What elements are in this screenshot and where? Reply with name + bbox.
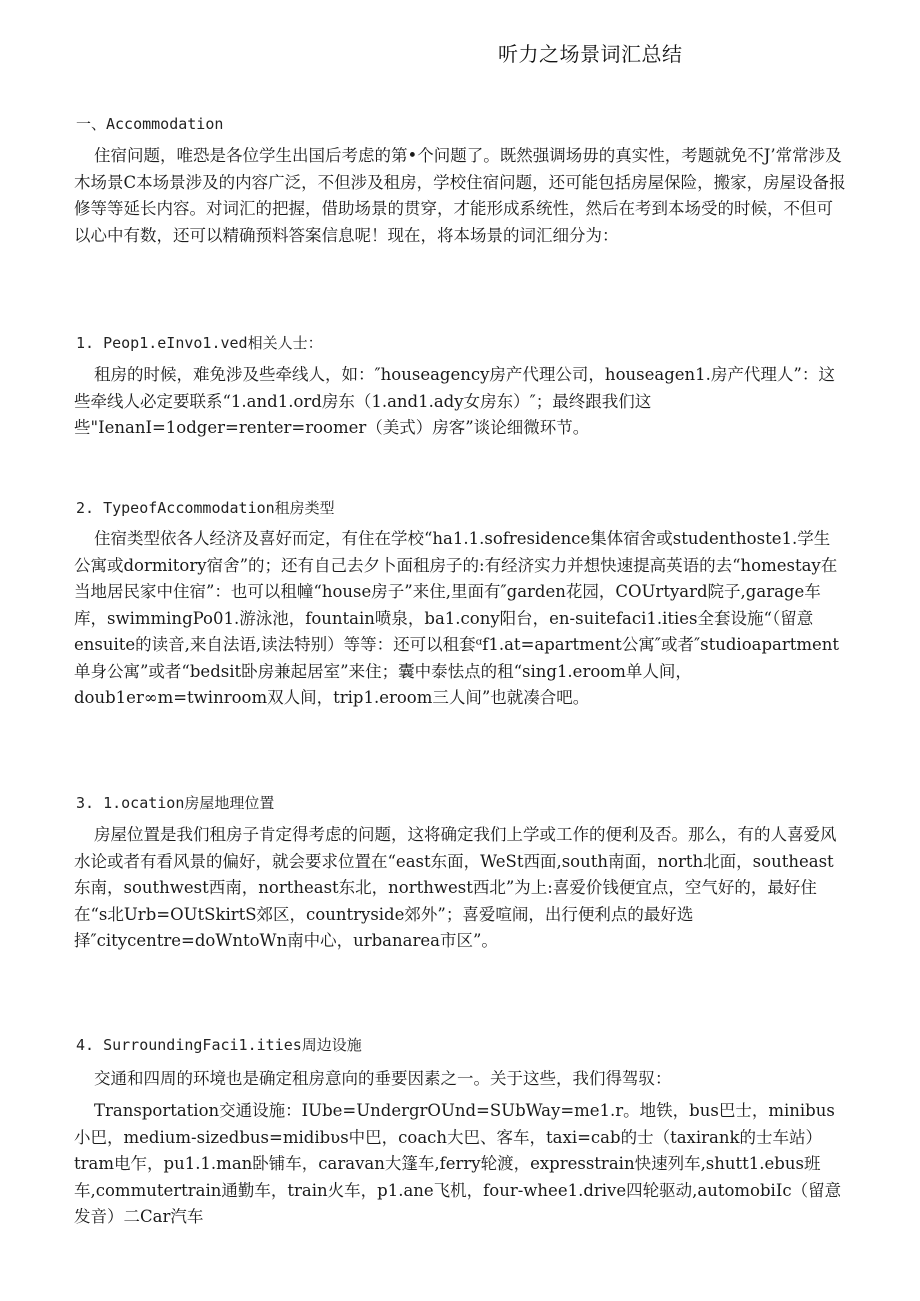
section-paragraph: Transportation交通设施：IUbe=UndergrOUnd=SUbWay=me1.r。地铁，bus巴士，minibus小巴，medium-sizedbus=midibʋs中巴，coach大巴、客车，taxi=cab的士（taxirank的士车站）tram电乍，pu1.1.man卧铺车，caravan大篷车,ferry轮渡，expresstrain快速列车,shutt1.ebus班车,commutertrain通勤车，train火车，p1.ane飞机，four-whee1.drive四轮驱动,automobiIc（留意发音）二Car汽车 [74, 1101, 842, 1226]
section-paragraph: 交通和四周的环境也是确定租房意向的垂要因素之一。关于这些，我们得驾驭： [94, 1069, 672, 1088]
section-paragraph: 租房的时候，难免涉及些牵线人，如：″houseagency房产代理公司，houseagen1.房产代理人”：这些牵线人必定要联系“1.and1.ord房东（1.and1.ady女房东）″；最终跟我们这些"IenanI=1odger=renter=roomer（美式）房客”谈论细微环节。 [74, 365, 835, 437]
document-title: 听力之场景词汇总结 [498, 42, 683, 66]
section-heading-people-involved: 1. Peop1.eInvo1.ved相关人士： [76, 334, 323, 352]
section-heading-type-of-accommodation: 2. TypeofAccommodation租房类型 [76, 499, 335, 517]
section-paragraph: 房屋位置是我们租房子肯定得考虑的问题，这将确定我们上学或工作的便利及否。那么，有的人喜爱风水论或者有看风景的偏好，就会要求位置在“east东面，WeSt西面,south南面，north北面，southeast东南，southwest西南，northeast东北，northwest西北”为上:喜爱价钱便宜点，空气好的，最好住在“s北Urb=OUtSkirtS郊区，countryside郊外”；喜爱喧闹，出行便利点的最好选择″citycentre=doWntoWn南中心，urbanarea市区”。 [74, 825, 837, 950]
section-heading-accommodation: 一、Accommodation [76, 115, 224, 133]
section-paragraph: 住宿类型依各人经济及喜好而定，有住在学校“ha1.1.sofresidence集体宿舍或studenthoste1.学生公寓或dormitory宿舍”的；还有自己去夕卜面租房子的:有经济实力并想快速提高英语的去“homestay在当地居民家中住宿”：也可以租幢“house房子”来住,里面有″garden花园，COUrtyard院子,garage车库，swimmingPo01.游泳池，fountain喷泉，ba1.cony阳台，en-suitefaci1.ities全套设施“（留意ensuite的读音,来自法语,读法特别）等等：还可以租套ᵅf1.at=apartment公寓″或者″studioapartment单身公寓”或者“bedsit卧房兼起居室”来住；囊中泰怯点的租“sing1.eroom单人间，doub1er∞m=twinroom双人间，trip1.eroom三人间”也就凑合吧。 [74, 529, 840, 707]
section-heading-location: 3. 1.ocation房屋地理位置 [76, 794, 275, 812]
section-heading-surrounding-facilities: 4. SurroundingFaci1.ities周边设施 [76, 1036, 362, 1054]
section-paragraph: 住宿问题，唯恐是各位学生出国后考虑的第•个问题了。既然强调场毋的真实性，考题就免不J’常常涉及木场景C本场景涉及的内容广泛，不但涉及租房，学校住宿问题，还可能包括房屋保险，搬家，房屋设备报修等等延长内容。对词汇的把握，借助场景的贯穿，才能形成系统性，然后在考到本场受的时候，不但可以心中有数，还可以精确预料答案信息呢！现在，将本场景的词汇细分为： [74, 146, 846, 245]
